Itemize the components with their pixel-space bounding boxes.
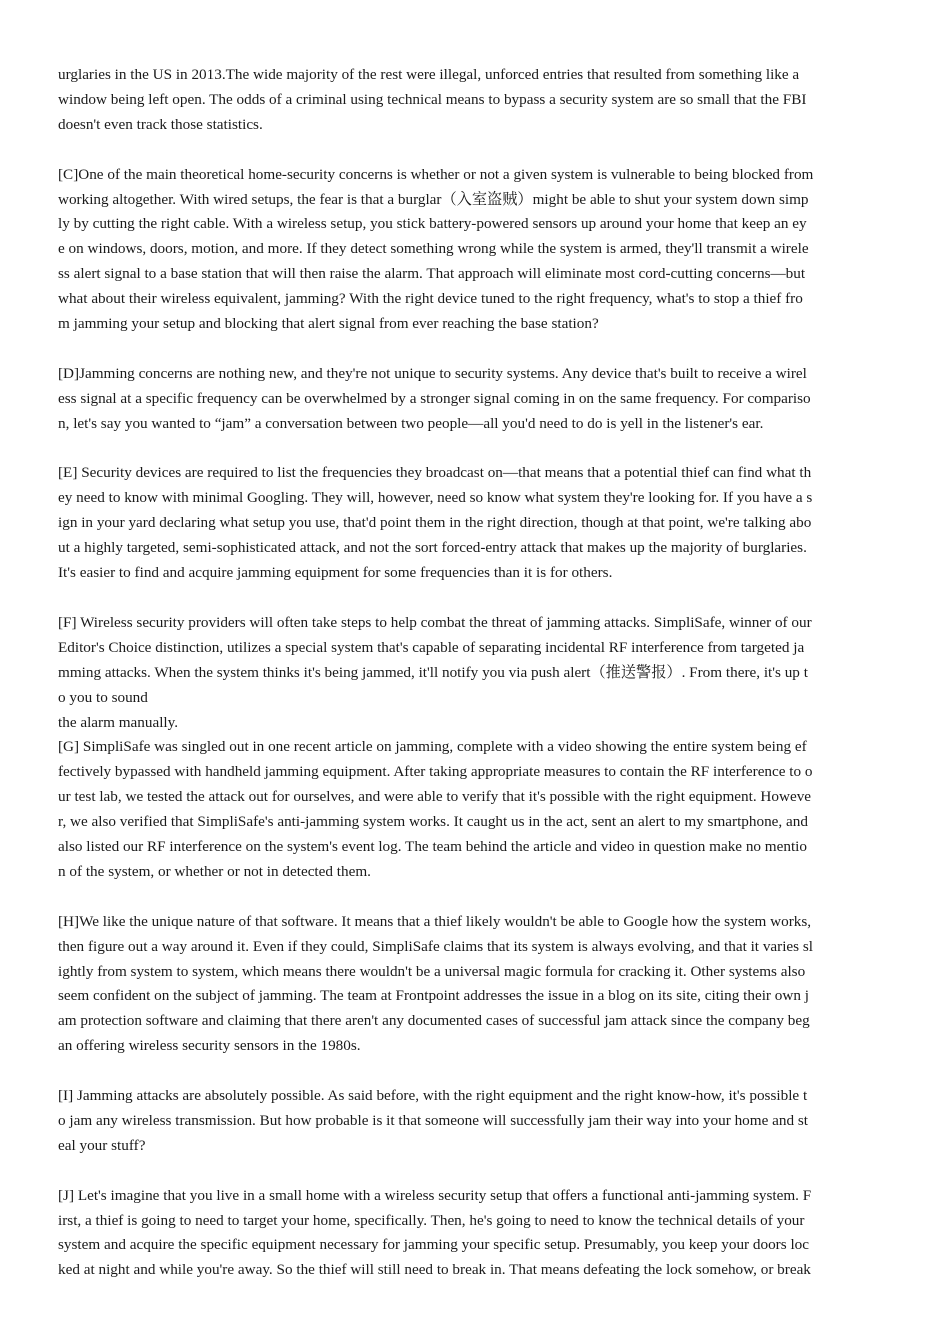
text-line: Editor's Choice distinction, utilizes a special system that's capable of separating incidental RF interference from targeted ja [58, 638, 805, 656]
paragraph-intro [58, 63, 894, 138]
text-line: ut a highly targeted, semi-sophisticated attack, and not the sort forced-entry attack that makes up the majority of burglaries. [58, 539, 807, 557]
paragraph-h [58, 910, 894, 1059]
text-line: ly by cutting the right cable. With a wireless setup, you stick battery-powered sensors up around your home that keep an ey [58, 215, 807, 233]
text-line: an offering wireless security sensors in the 1980s. [58, 1037, 361, 1055]
text-line: ign in your yard declaring what setup you use, that'd point them in the right direction, though at that point, we're talking abo [58, 514, 812, 532]
text-line: [G] SimpliSafe was singled out in one recent article on jamming, complete with a video showing the entire system being ef [58, 738, 807, 756]
text-line: also listed our RF interference on the system's event log. The team behind the article and video in question make no mentio [58, 838, 807, 856]
text-line: ur test lab, we tested the attack out for ourselves, and were able to verify that it's possible with the right equipment. Howeve [58, 788, 812, 806]
text-line: [E] Security devices are required to list the frequencies they broadcast on—that means that a potential thief can find what th [58, 464, 812, 482]
text-line: ess signal at a specific frequency can be overwhelmed by a stronger signal coming in on the same frequency. For compariso [58, 389, 811, 407]
document-page [58, 63, 894, 1308]
text-line: the alarm manually. [58, 713, 179, 731]
paragraph-e [58, 461, 894, 586]
text-line: n, let's say you wanted to “jam” a conversation between two people—all you'd need to do is yell in the listener's ear. [58, 414, 764, 432]
paragraph-j [58, 1184, 894, 1284]
paragraph-c [58, 163, 894, 337]
text-line: seem confident on the subject of jamming. The team at Frontpoint addresses the issue in a blog on its site, citing their own j [58, 987, 809, 1005]
text-line: [D]Jamming concerns are nothing new, and they're not unique to security systems. Any device that's built to receive a wirel [58, 364, 807, 382]
text-line: system and acquire the specific equipment necessary for jamming your specific setup. Presumably, you keep your doors loc [58, 1236, 810, 1254]
text-line: [C]One of the main theoretical home-security concerns is whether or not a given system is vulnerable to being blocked from [58, 165, 814, 183]
text-line: [J] Let's imagine that you live in a small home with a wireless security setup that offers a functional anti-jamming system. F [58, 1186, 812, 1204]
text-line: fectively bypassed with handheld jamming equipment. After taking appropriate measures to contain the RF interference to o [58, 763, 813, 781]
text-line: what about their wireless equivalent, jamming? With the right device tuned to the right frequency, what's to stop a thief fro [58, 290, 803, 308]
text-line: am protection software and claiming that there aren't any documented cases of successful jam attack since the company beg [58, 1012, 810, 1030]
paragraph-f [58, 611, 894, 736]
paragraph-i [58, 1084, 894, 1159]
text-line: ss alert signal to a base station that will then raise the alarm. That approach will eliminate most cord-cutting concerns—but [58, 265, 806, 283]
text-line: irst, a thief is going to need to target your home, specifically. Then, he's going to need to know the technical details of your [58, 1211, 805, 1229]
text-line: n of the system, or whether or not in detected them. [58, 862, 371, 880]
text-line: working altogether. With wired setups, the fear is that a burglar（入室盗贼）might be able to shut your system down simp [58, 190, 809, 208]
text-line: o jam any wireless transmission. But how probable is it that someone will successfully jam their way into your home and st [58, 1111, 808, 1129]
text-line: mming attacks. When the system thinks it's being jammed, it'll notify you via push alert（推送警报）. From there, it's up t [58, 663, 808, 681]
paragraph-d [58, 362, 894, 437]
text-line: urglaries in the US in 2013.The wide majority of the rest were illegal, unforced entries that resulted from something like a [58, 66, 800, 83]
text-line: [F] Wireless security providers will often take steps to help combat the threat of jamming attacks. SimpliSafe, winner of our [58, 613, 812, 631]
paragraph-g [58, 735, 894, 884]
text-line: ightly from system to system, which means there wouldn't be a universal magic formula for cracking it. Other systems also [58, 962, 806, 980]
text-line: doesn't even track those statistics. [58, 115, 263, 133]
text-line: It's easier to find and acquire jamming equipment for some frequencies than it is for others. [58, 564, 613, 582]
text-line: then figure out a way around it. Even if they could, SimpliSafe claims that its system is always evolving, and that it varies sl [58, 937, 814, 955]
text-line: ked at night and while you're away. So the thief will still need to break in. That means defeating the lock somehow, or break [58, 1261, 811, 1279]
text-line: o you to sound [58, 688, 148, 706]
text-line: m jamming your setup and blocking that alert signal from ever reaching the base station? [58, 315, 599, 333]
text-line: [H]We like the unique nature of that software. It means that a thief likely wouldn't be able to Google how the system works, [58, 912, 812, 930]
text-line: eal your stuff? [58, 1136, 146, 1154]
text-line: e on windows, doors, motion, and more. If they detect something wrong while the system is armed, they'll transmit a wirele [58, 240, 809, 258]
text-line: ey need to know with minimal Googling. They will, however, need so know what system they're looking for. If you have a s [58, 489, 813, 507]
text-line: r, we also verified that SimpliSafe's anti-jamming system works. It caught us in the act, sent an alert to my smartphone, and [58, 813, 808, 831]
text-line: [I] Jamming attacks are absolutely possible. As said before, with the right equipment and the right know-how, it's possible t [58, 1087, 808, 1105]
text-line: window being left open. The odds of a criminal using technical means to bypass a security system are so small that the FBI [58, 90, 807, 108]
